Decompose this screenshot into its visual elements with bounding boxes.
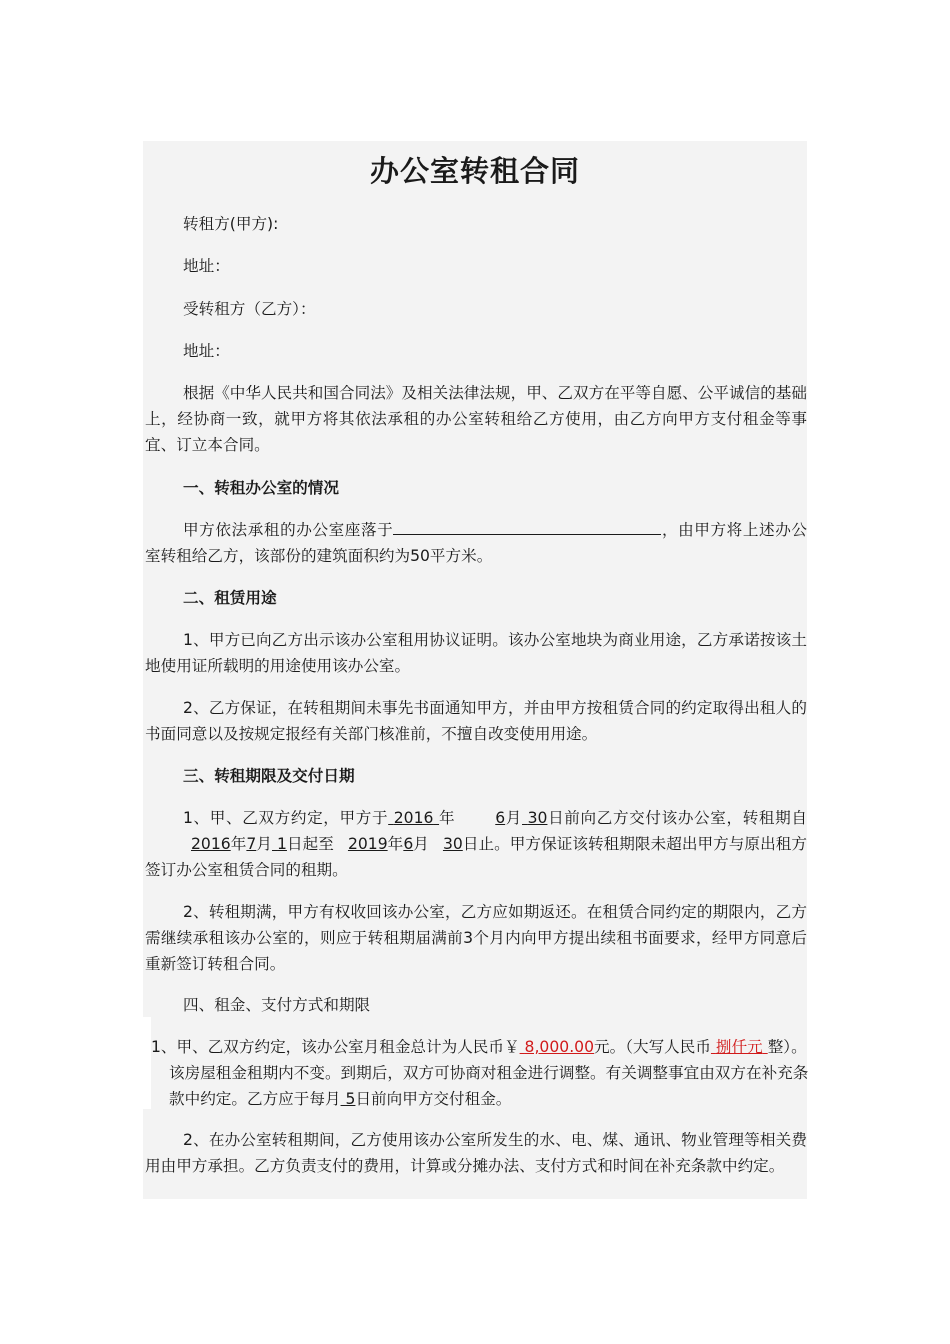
start-month: 7: [246, 835, 257, 853]
section-1-heading: 一、转租办公室的情况: [183, 479, 339, 497]
location-blank: [393, 519, 661, 535]
handover-day: 30: [527, 809, 548, 827]
party-b-label: 受转租方（乙方）：: [183, 300, 316, 318]
section-4-paragraph-2: 2、在办公室转租期间，乙方使用该办公室所发生的水、电、煤、通讯、物业管理等相关费用由甲方承担。乙方负责支付的费用，计算或分摊办法、支付方式和时间在补充条款中约定。: [145, 1131, 807, 1175]
section-3-paragraph-2: 2、转租期满，甲方有权收回该办公室，乙方应如期返还。在租赁合同约定的期限内，乙方需继续承租该办公室的，则应于转租期届满前3个月内向甲方提出续租书面要求，经甲方同意后重新签订转租合同。: [145, 903, 807, 973]
contract-page: [143, 141, 807, 1199]
payment-day: 5: [345, 1090, 356, 1108]
left-margin-strip: [143, 1017, 151, 1109]
end-day: 30: [442, 835, 463, 853]
section-3-heading: 三、转租期限及交付日期: [183, 767, 355, 785]
intro-paragraph: 根据《中华人民共和国合同法》及相关法律法规，甲、乙双方在平等自愿、公平诚信的基础上，经协商一致，就甲方将其依法承租的办公室转租给乙方使用，由乙方向甲方支付租金等事宜、订立本合同。: [145, 384, 807, 454]
handover-year: 2016: [393, 809, 434, 827]
start-day: 1: [277, 835, 287, 853]
address-a-label: 地址：: [183, 257, 230, 275]
document-title: 办公室转租合同: [369, 154, 580, 188]
handover-month: 6: [495, 809, 506, 827]
address-b-label: 地址：: [183, 342, 230, 360]
section-2-heading: 二、租赁用途: [183, 589, 277, 607]
section-3-paragraph-1: 1、甲、乙双方约定，甲方于 2016 年 6月 30日前向乙方交付该办公室，转租期自2016年7月 1日起至 2019年6月 30日止。甲方保证该转租期限未超出甲方与原出租方签订办公室租赁合同的租期。: [145, 809, 807, 879]
party-a-label: 转租方(甲方):: [183, 215, 279, 233]
monthly-rent-amount: 8,000.00: [524, 1038, 594, 1056]
section-2-paragraph-2: 2、乙方保证，在转租期间未事先书面通知甲方，并由甲方按租赁合同的约定取得出租人的书面同意以及按规定报经有关部门核准前，不擅自改变使用用途。: [145, 699, 807, 743]
section-1-paragraph: 甲方依法承租的办公室座落于 ，由甲方将上述办公室转租给乙方，该部份的建筑面积约为50平方米。: [145, 521, 807, 565]
end-month: 6: [403, 835, 414, 853]
start-year: 2016: [191, 835, 231, 853]
section-2-paragraph-1: 1、甲方已向乙方出示该办公室租用协议证明。该办公室地块为商业用途，乙方承诺按该土地使用证所载明的用途使用该办公室。: [145, 631, 807, 675]
rent-amount-in-words: 捌仟元: [715, 1038, 763, 1056]
end-year: 2019: [347, 835, 388, 853]
section-4-heading: 四、租金、支付方式和期限: [183, 996, 371, 1014]
section-4-paragraph-1: 1、甲、乙双方约定，该办公室月租金总计为人民币￥ 8,000.00元。（大写人民币 捌仟元 整）。该房屋租金租期内不变。到期后，双方可协商对租金进行调整。有关调整事宜由双方在补充条款中约定。乙方应于每月 5日前向甲方交付租金。: [151, 1038, 809, 1108]
